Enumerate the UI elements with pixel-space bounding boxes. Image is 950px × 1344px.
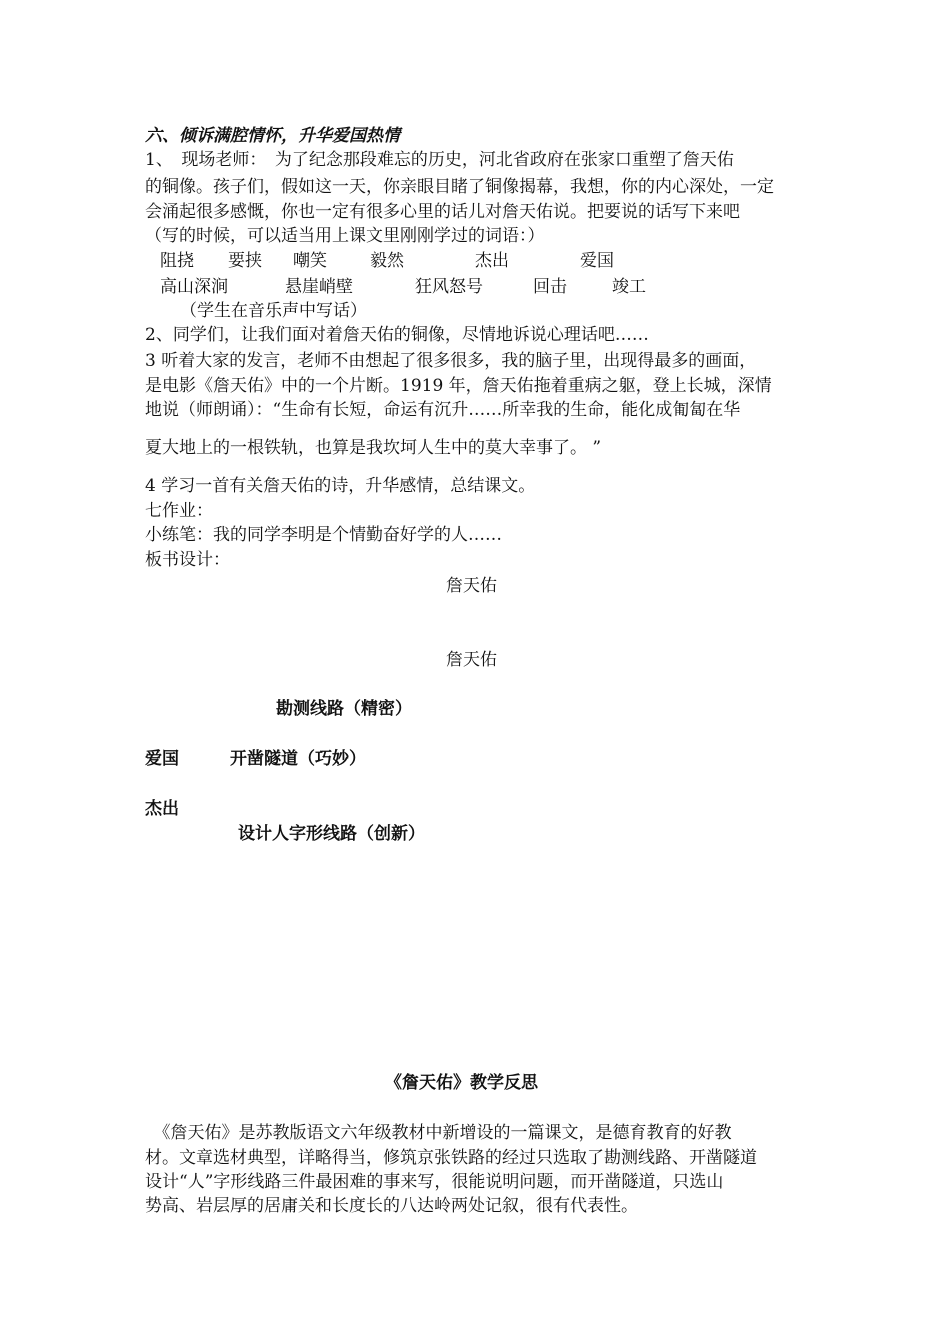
word-5: 杰出 — [475, 251, 509, 271]
board-line-zigzag: 设计人字形线路（创新） — [238, 824, 425, 844]
board-title-2: 詹天佑 — [446, 650, 497, 670]
word-3: 嘲笑 — [293, 251, 327, 271]
board-line-survey: 勘测线路（精密） — [276, 699, 412, 719]
reflection-line-3: 设计“人”字形线路三件最困难的事来写，很能说明问题，而开凿隧道，只选山 — [145, 1172, 724, 1192]
writing-note: （学生在音乐声中写话） — [180, 301, 367, 321]
word-8: 悬崖峭壁 — [285, 277, 353, 297]
word-7: 高山深涧 — [160, 277, 228, 297]
reflection-line-4: 势高、岩层厚的居庸关和长度长的八达岭两处记叙，很有代表性。 — [145, 1196, 638, 1216]
section-heading: 六、倾诉满腔情怀，升华爱国热情 — [145, 126, 400, 146]
board-left-patriotic: 爱国 — [145, 749, 179, 769]
reflection-line-2: 材。文章选材典型，详略得当，修筑京张铁路的经过只选取了勘测线路、开凿隧道 — [145, 1148, 757, 1168]
word-1: 阻挠 — [160, 251, 194, 271]
item3-line-2: 是电影《詹天佑》中的一个片断。1919 年，詹天佑拖着重病之躯，登上长城，深情 — [145, 376, 772, 396]
word-10: 回击 — [533, 277, 567, 297]
word-6: 爱国 — [580, 251, 614, 271]
item3-line-1: 3 听着大家的发言，老师不由想起了很多很多，我的脑子里，出现得最多的画面， — [145, 351, 757, 371]
word-11: 竣工 — [612, 277, 646, 297]
item3-line-4: 夏大地上的一根铁轨，也算是我坎坷人生中的莫大幸事了。 ” — [145, 438, 602, 458]
word-4: 毅然 — [370, 251, 404, 271]
board-label: 板书设计： — [145, 550, 230, 570]
word-9: 狂风怒号 — [415, 277, 483, 297]
item1-line-3: 会涌起很多感慨，你也一定有很多心里的话儿对詹天佑说。把要说的话写下来吧 — [145, 202, 740, 222]
item1-line-4: （写的时候，可以适当用上课文里刚刚学过的词语：） — [145, 226, 545, 246]
board-left-outstanding: 杰出 — [145, 799, 179, 819]
board-line-tunnel: 开凿隧道（巧妙） — [230, 749, 366, 769]
reflection-title: 《詹天佑》教学反思 — [385, 1073, 538, 1093]
homework-title: 七作业： — [145, 501, 213, 521]
item1-line-1: 1、 现场老师： 为了纪念那段难忘的历史，河北省政府在张家口重塑了詹天佑 — [145, 150, 734, 170]
homework-task: 小练笔：我的同学李明是个情勤奋好学的人…… — [145, 525, 502, 545]
item3-line-3: 地说（师朗诵）：“生命有长短，命运有沉升……所幸我的生命，能化成匍匐在华 — [145, 400, 741, 420]
item2: 2、同学们，让我们面对着詹天佑的铜像，尽情地诉说心理话吧…… — [145, 325, 649, 345]
word-2: 要挟 — [228, 251, 262, 271]
item1-line-2: 的铜像。孩子们，假如这一天，你亲眼目睹了铜像揭幕，我想，你的内心深处，一定 — [145, 177, 774, 197]
reflection-line-1: 《詹天佑》是苏教版语文六年级教材中新增设的一篇课文，是德育教育的好教 — [145, 1123, 732, 1143]
item4: 4 学习一首有关詹天佑的诗，升华感情，总结课文。 — [145, 476, 536, 496]
board-title-1: 詹天佑 — [446, 576, 497, 596]
